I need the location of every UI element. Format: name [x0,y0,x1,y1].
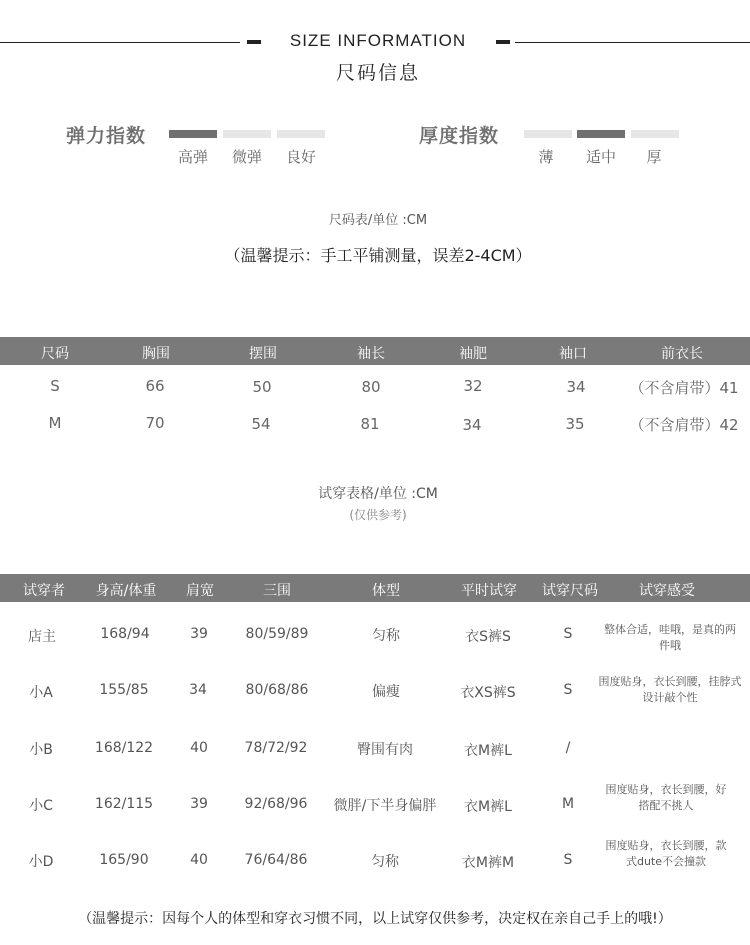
fitting-cell: 衣XS裤S [460,685,516,701]
fitting-cell: S [563,626,573,642]
elasticity-option-1: 微弹 [231,148,262,166]
thickness-seg-2 [631,130,679,138]
fitting-cell: S [563,852,573,868]
size-cell: 32 [463,377,483,395]
thickness-option-2: 厚 [646,148,662,166]
size-cell: 34 [462,416,482,434]
fitting-cell: 臀围有肉 [357,742,413,758]
size-cell: 34 [566,378,586,396]
fitting-cell: 39 [190,626,208,642]
fitting-chart-caption: 试穿表格/单位 :CM [318,486,438,502]
size-col-header: 袖口 [559,346,587,362]
header-dash-right [496,40,510,44]
page-title-en: SIZE INFORMATION [289,31,467,50]
fitting-cell: 衣S裤S [465,629,511,645]
fitting-cell: 偏瘦 [372,684,400,700]
size-col-header: 尺码 [41,346,69,362]
fitting-cell: 78/72/92 [244,740,308,756]
size-cell: （不含肩带）41 [629,379,739,397]
fitting-cell: 小A [29,685,53,701]
fitting-col-header: 肩宽 [186,583,214,599]
fitting-cell: 衣M裤L [464,799,512,815]
fitting-col-header: 三围 [263,583,291,599]
elasticity-seg-1 [223,130,271,138]
size-cell: 70 [145,414,165,432]
size-chart-note: （温馨提示：手工平铺测量，误差2-4CM） [224,246,532,265]
fitting-cell: 80/68/86 [245,682,309,698]
size-cell: 66 [145,377,165,395]
fitting-cell: 小B [29,742,53,758]
size-cell: 54 [251,415,271,433]
fitting-col-header: 试穿尺码 [542,583,598,599]
fitting-col-header: 身高/体重 [95,583,157,599]
thickness-option-0: 薄 [538,148,554,166]
size-col-header: 袖长 [357,346,385,362]
fitting-cell: 衣M裤M [461,855,515,871]
thickness-label: 厚度指数 [419,125,500,147]
size-cell: 50 [252,378,272,396]
fitting-table-header [0,574,750,602]
elasticity-label: 弹力指数 [66,125,147,147]
fitting-cell: 40 [190,852,208,868]
fitting-cell: 168/94 [100,626,150,642]
fitting-cell: 店主 [28,629,56,645]
fitting-cell: 34 [189,682,207,698]
fitting-cell: 155/85 [99,682,149,698]
size-chart-caption: 尺码表/单位 :CM [328,213,428,228]
size-col-header: 袖肥 [459,346,487,362]
elasticity-option-2: 良好 [285,148,316,166]
fitting-cell: 小C [29,798,53,814]
fitting-feedback: 围度贴身，衣长到腰，好搭配不挑人 [605,783,727,812]
fitting-cell: 匀称 [371,854,399,870]
size-col-header: 前衣长 [661,346,703,362]
size-col-header: 胸围 [142,346,170,362]
fitting-cell: 微胖/下半身偏胖 [333,798,437,814]
footer-note: （温馨提示：因每个人的体型和穿衣习惯不同，以上试穿仅供参考，决定权在亲自己手上的哦!） [78,911,672,927]
fitting-col-header: 试穿者 [23,583,65,599]
fitting-feedback: 整体合适，哇哦，是真的两件哦 [604,623,736,652]
fitting-cell: 80/59/89 [245,626,309,642]
size-cell: M [48,414,62,432]
thickness-seg-0 [524,130,572,138]
fitting-cell: S [563,682,573,698]
fitting-cell: 匀称 [372,628,400,644]
fitting-cell: 小D [28,854,54,870]
fitting-col-header: 试穿感受 [639,583,695,599]
elasticity-seg-0 [169,130,217,138]
elasticity-option-0: 高弹 [177,148,208,166]
size-cell: 81 [360,415,380,433]
elasticity-seg-2 [277,130,325,138]
size-cell: S [50,377,60,395]
fitting-feedback: 围度贴身，衣长到腰，款式dute不会撞款 [605,839,727,868]
header-line-right [515,42,750,43]
fitting-cell: 39 [190,796,208,812]
fitting-cell: 162/115 [94,796,154,812]
fitting-cell: 40 [190,740,208,756]
fitting-chart-subcaption: (仅供参考) [349,508,407,522]
fitting-feedback: 围度贴身，衣长到腰，挂脖式设计敲个性 [598,675,742,704]
size-col-header: 摆围 [249,346,277,362]
size-cell: 35 [565,415,585,433]
fitting-col-header: 平时试穿 [461,583,517,599]
fitting-cell: M [561,796,575,812]
fitting-cell: 165/90 [99,852,149,868]
thickness-option-1: 适中 [585,148,616,166]
size-cell: 80 [361,378,381,396]
thickness-seg-1 [577,130,625,138]
fitting-cell: 衣M裤L [464,743,512,759]
page-title-cn: 尺码信息 [335,62,420,84]
fitting-col-header: 体型 [372,583,400,599]
fitting-cell: 168/122 [94,740,154,756]
fitting-cell: / [565,740,571,756]
size-table-header [0,337,750,365]
size-cell: （不含肩带）42 [629,416,739,434]
fitting-cell: 76/64/86 [244,852,308,868]
fitting-cell: 92/68/96 [244,796,308,812]
